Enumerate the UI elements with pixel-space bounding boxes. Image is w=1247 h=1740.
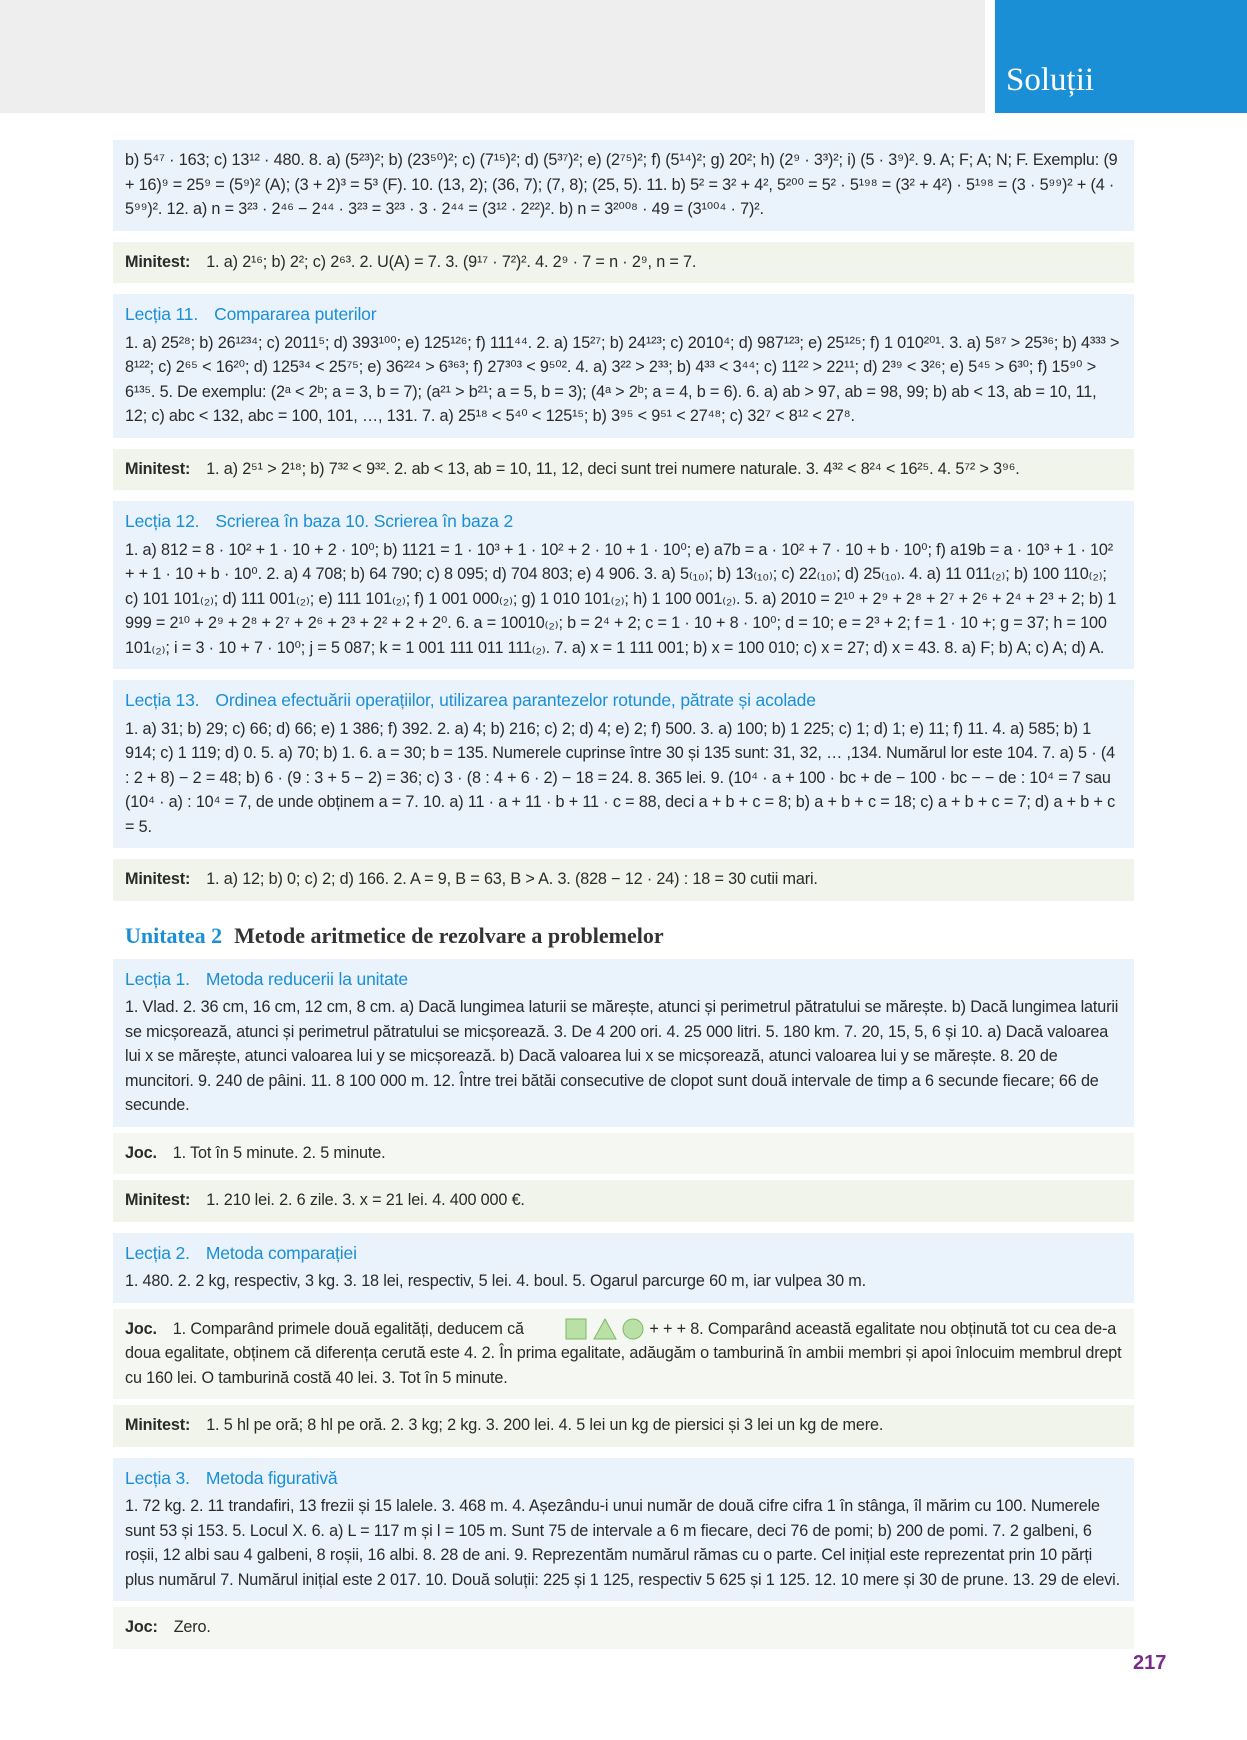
lesson-heading [125, 1241, 1122, 1266]
circle-icon [621, 1318, 645, 1340]
lesson-number: Lecția 13. [125, 690, 200, 710]
lesson-answers: 1. a) 812 = 8 · 10² + 1 · 10 + 2 · 10⁰; b) 1121 = 1 · 10³ + 1 · 10² + 2 · 10 + 1 · 10⁰; e) a7b = a · 10² + 7 · 10 + b · 10⁰; f) a19b = a · 10³ + 1 · 10² + + 1 · 10 + b · 10⁰. 2. a) 4 708; b) 64 790; c) 8 095; d) 704 803; e) 4 906. 3. a) 5₍₁₀₎; b) 13₍₁₀₎; c) 22₍₁₀₎; d) 25₍₁₀₎. 4. a) 11 011₍₂₎; b) 100 110₍₂₎; c) 101 101₍₂₎; d) 111 001₍₂₎; e) 111 101₍₂₎; f) 1 001 000₍₂₎; g) 1 010 101₍₂₎; h) 1 100 001₍₂₎. 5. a) 2010 = 2¹⁰ + 2⁹ + 2⁸ + 2⁷ + 2⁶ + 2⁴ + 2³ + 2; b) 1 999 = 2¹⁰ + 2⁹ + 2⁸ + 2⁷ + 2⁶ + 2³ + 2² + 2 + 2⁰. 6. a = 10010₍₂₎; b = 2⁴ + 2; c = 1 · 10 + 8 · 10⁰; d = 10; e = 2³ + 2; f = 1 · 10 +; g = 37; h = 100 101₍₂₎; i = 3 · 10 + 7 · 10⁰; j = 5 087; k = 1 001 111 011 111₍₂₎. 7. a) x = 1 111 001; b) x = 100 010; c) x = 27; d) x = 43. 8. a) F; b) A; c) A; d) A. [125, 540, 1117, 657]
lesson-number: Lecția 2. [125, 1242, 190, 1263]
lesson-11-block [113, 294, 1134, 438]
lesson-heading [125, 1466, 1122, 1491]
minitest-text: 1. a) 2⁵¹ > 2¹⁸; b) 7³² < 9³². 2. ab < 13, ab = 10, 11, 12, deci sunt trei numere naturale. 3. 4³² < 8²⁴ < 16²⁵. 4. 5⁷² > 3⁹⁶. [206, 459, 1020, 478]
game-equation-operators: + + + 8. [649, 1319, 704, 1338]
minitest-label: Minitest: [125, 1191, 191, 1209]
lesson-number: Lecția 11. [125, 304, 199, 324]
minitest-label: Minitest: [125, 459, 191, 478]
minitest-label: Minitest: [125, 870, 191, 888]
lesson-13-block [113, 680, 1134, 848]
minitest-block [113, 859, 1134, 901]
game-label: Joc. [125, 1143, 157, 1162]
lesson-heading [125, 509, 1122, 534]
game-block [113, 1607, 1134, 1649]
minitest-text: 1. 5 hl pe oră; 8 hl pe oră. 2. 3 kg; 2 kg. 3. 200 lei. 4. 5 lei un kg de piersici și 3 lei un kg de mere. [206, 1416, 884, 1434]
lesson-title: Compararea puterilor [214, 304, 377, 324]
lesson-number: Lecția 3. [125, 1467, 190, 1488]
lesson-heading [125, 967, 1122, 992]
lesson-title: Metoda reducerii la unitate [205, 968, 408, 989]
unit-label: Unitatea 2 [125, 922, 223, 948]
page-number: 217 [1133, 1652, 1167, 1674]
game-label: Joc. [125, 1319, 157, 1338]
page-content [113, 140, 1134, 1660]
answers-block-lesson10 [113, 140, 1134, 231]
minitest-label: Minitest: [125, 1416, 191, 1434]
game-text: Zero. [173, 1618, 211, 1636]
lesson-2-block [113, 1233, 1134, 1303]
minitest-block [113, 242, 1134, 284]
lesson-number: Lecția 12. [125, 511, 200, 531]
square-icon [528, 1318, 588, 1340]
header-band [0, 0, 985, 113]
lesson-answers: 1. a) 31; b) 29; c) 66; d) 66; e) 1 386; f) 392. 2. a) 4; b) 216; c) 2; d) 4; e) 2; f) 500. 3. a) 100; b) 1 225; c) 1; d) 1; e) 11; f) 11. 4. a) 585; b) 1 914; c) 1 119; d) 0. 5. a) 70; b) 1. 6. a = 30; b = 135. Numerele cuprinse între 30 și 135 sunt: 31, 32, … ,134. Numărul lor este 104. 7. a) 5 · (4 : 2 + 8) − 2 = 48; b) 6 · (9 : 3 + 5 − 2) = 36; c) 3 · (8 : 4 + 6 · 2) − 18 = 24. 8. 365 lei. 9. (10⁴ · a + 100 · bc + de − 100 · bc − − de : 10⁴ = 7 sau (10⁴ · a) : 10⁴ = 7, de unde obținem a = 7. 10. a) 11 · a + 11 · b + 11 · c = 88, deci a + b + c = 8; b) a + b + c = 18; c) a + b + c = 7; d) a + b + c = 5. [125, 719, 1116, 836]
lesson-answers: 1. 72 kg. 2. 11 trandafiri, 13 frezii și 15 lalele. 3. 468 m. 4. Așezându-i unui număr de două cifre cifra 1 în stânga, îl mărim cu 100. Numerele sunt 53 și 153. 5. Locul X. 6. a) L = 117 m și l = 105 m. Sunt 75 de intervale a 6 m fiecare, deci 76 de pomi; b) 200 de pomi. 7. 2 galbeni, 6 roșii, 12 albi sau 4 galbeni, 8 roșii, 16 albi. 8. 28 de ani. 9. Reprezentăm numărul rămas cu o parte. Cel inițial este reprezentat prin 10 părți plus numărul 7. Numărul inițial este 2 017. 10. Două soluții: 225 și 1 125, respectiv 5 625 și 1 125. 12. 10 mere și 30 de prune. 13. 29 de elevi. [125, 1497, 1120, 1589]
game-block [113, 1133, 1134, 1175]
triangle-icon [593, 1318, 617, 1340]
lesson-answers: 1. 480. 2. 2 kg, respectiv, 3 kg. 3. 18 lei, respectiv, 5 lei. 4. boul. 5. Ogarul parcurge 60 m, iar vulpea 30 m. [125, 1272, 866, 1290]
game-block [113, 1309, 1134, 1400]
answers-text: b) 5⁴⁷ · 163; c) 13¹² · 480. 8. a) (5²³)²; b) (23⁵⁰)²; c) (7¹⁵)²; d) (5³⁷)²; e) (2⁷⁵)²; f) (5¹⁴)²; g) 20²; h) (2⁹ · 3³)²; i) (5 · 3⁹)². 9. A; F; A; N; F. Exemplu: (9 + 16)⁹ = 25⁹ = (5⁹)² (A); (3 + 2)³ = 5³ (F). 10. (13, 2); (36, 7); (7, 8); (25, 5). 11. b) 5² = 3² + 4², 5²⁰⁰ = 5² · 5¹⁹⁸ = (3² + 4²) · 5¹⁹⁸ = (3 · 5⁹⁹)² + (4 · 5⁹⁹)². 12. a) n = 3²³ · 2⁴⁶ − 2⁴⁴ · 3²³ = 3²³ · 3 · 2⁴⁴ = (3¹² · 2²²)². b) n = 3²⁰⁰⁸ · 49 = (3¹⁰⁰⁴ · 7)². [125, 151, 1118, 218]
game-text-continued: Comparând această egalitate nou obținută tot cu cea de-a doua egalitate, obținem că diferența cerută este 4. 2. În prima egalitate, adăugăm o tamburină în ambii membri și apoi înlocuim membrul drept cu 160 lei. O tamburină costă 40 lei. 3. Tot în 5 minute. [125, 1319, 1122, 1387]
minitest-text: 1. 210 lei. 2. 6 zile. 3. x = 21 lei. 4. 400 000 €. [206, 1191, 525, 1209]
minitest-label: Minitest: [125, 252, 191, 271]
lesson-12-block [113, 501, 1134, 669]
lesson-heading [125, 302, 1122, 327]
section-title: Soluții [1006, 62, 1095, 98]
lesson-title: Metoda comparației [205, 1242, 357, 1263]
lesson-number: Lecția 1. [125, 968, 190, 989]
lesson-answers: 1. Vlad. 2. 36 cm, 16 cm, 12 cm, 8 cm. a) Dacă lungimea laturii se mărește, atunci și perimetrul pătratului se mărește. b) Dacă lungimea laturii se micșorează, atunci și perimetrul pătratului se micșorează. 3. De 4 200 ori. 4. 25 000 litri. 5. 180 km. 7. 20, 15, 5, 6 și 10. a) Dacă valoarea lui x se mărește, atunci valoarea lui y se micșorează. b) Dacă valoarea lui x se micșorează, atunci valoarea lui y se mărește. 8. 20 de muncitori. 9. 240 de pâini. 11. 8 100 000 m. 12. Între trei bătăi consecutive de clopot sunt două intervale de timp a 6 secunde fiecare; 66 de secunde. [125, 998, 1119, 1114]
lesson-3-block [113, 1458, 1134, 1602]
minitest-block [113, 449, 1134, 491]
minitest-block [113, 1405, 1134, 1447]
unit-heading [125, 923, 1134, 949]
unit-title: Metode aritmetice de rezolvare a problemelor [234, 922, 664, 948]
game-text: 1. Tot în 5 minute. 2. 5 minute. [172, 1143, 386, 1162]
lesson-answers: 1. a) 25²⁸; b) 26¹²³⁴; c) 2011⁵; d) 393¹⁰⁰; e) 125¹²⁶; f) 111⁴⁴. 2. a) 15²⁷; b) 24¹²³; c) 2010⁴; d) 987¹²³; e) 25¹²⁵; f) 1 010²⁰¹. 3. a) 5⁸⁷ > 25³⁶; b) 4³³³ > 8¹²²; c) 2⁶⁵ < 16²⁰; d) 125³⁴ < 25⁷⁵; e) 36²²⁴ > 6³⁶³; f) 27³⁰³ < 9⁵⁰². 4. a) 3²² > 2³³; b) 4³³ < 3⁴⁴; c) 11²² > 22¹¹; d) 2³⁹ < 3²⁶; e) 5⁴⁵ > 6³⁰; f) 15⁹⁰ > 6¹³⁵. 5. De exemplu: (2ᵃ < 2ᵇ; a = 3, b = 7); (a²¹ > b²¹; a = 5, b = 3); (4ᵃ > 2ᵇ; a = 4, b = 6). 6. a) ab > 97, ab = 98, 99; b) ab < 13, ab = 10, 11, 12; c) abc < 132, abc = 100, 101, …, 131. 7. a) 25¹⁸ < 5⁴⁰ < 125¹⁵; b) 3⁹⁵ < 9⁵¹ < 27⁴⁸; c) 32⁷ < 8¹² < 27⁸. [125, 333, 1120, 425]
minitest-text: 1. a) 2¹⁶; b) 2²; c) 2⁶³. 2. U(A) = 7. 3. (9¹⁷ · 7²)². 4. 2⁹ · 7 = n · 2⁹, n = 7. [206, 252, 697, 271]
game-label: Joc: [125, 1618, 158, 1636]
lesson-1-block [113, 959, 1134, 1127]
lesson-title: Ordinea efectuării operațiilor, utilizarea parantezelor rotunde, pătrate și acolade [215, 690, 816, 710]
lesson-title: Scrierea în baza 10. Scrierea în baza 2 [215, 511, 514, 531]
minitest-text: 1. a) 12; b) 0; c) 2; d) 166. 2. A = 9, B = 63, B > A. 3. (828 − 12 · 24) : 18 = 30 cutii mari. [206, 870, 818, 888]
game-text: 1. Comparând primele două egalități, deducem că [172, 1319, 524, 1338]
lesson-heading [125, 688, 1122, 713]
minitest-block [113, 1180, 1134, 1222]
lesson-title: Metoda figurativă [205, 1467, 338, 1488]
